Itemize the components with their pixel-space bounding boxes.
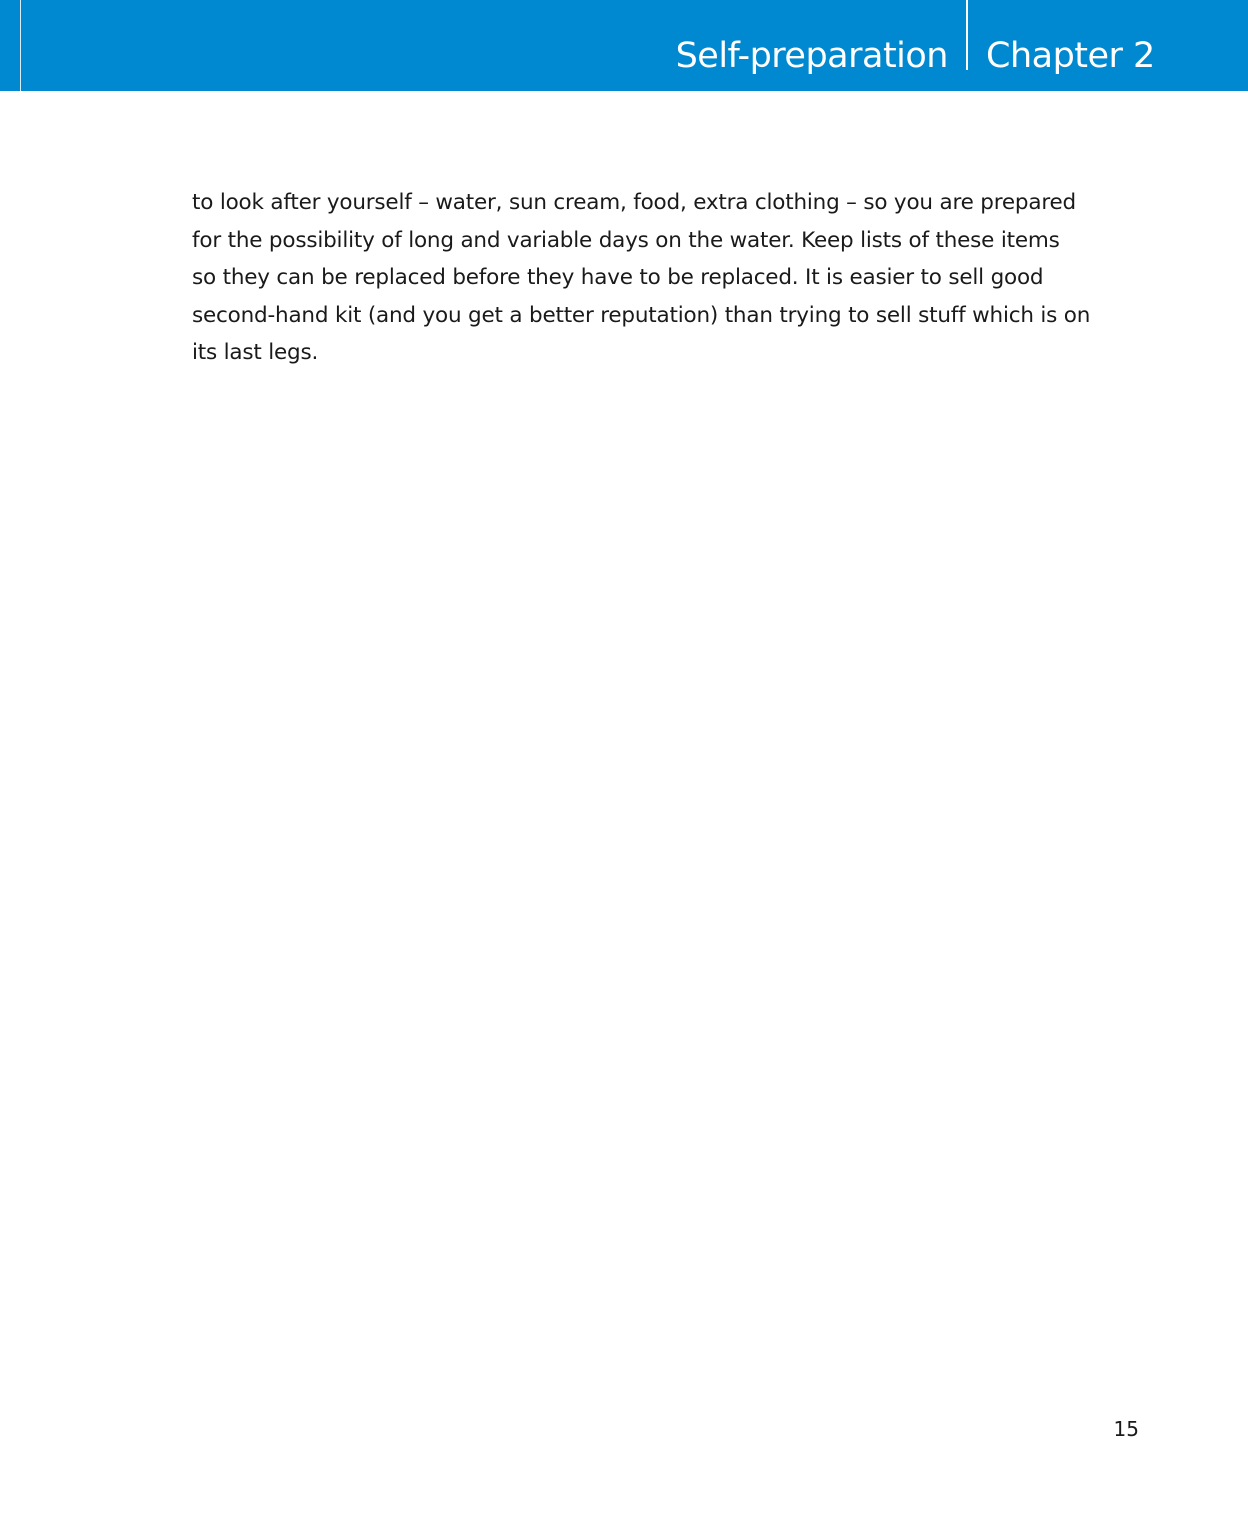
running-head-section-title: Self-preparation	[675, 36, 948, 76]
page-header	[0, 0, 1248, 91]
page-number: 15	[1113, 1417, 1139, 1441]
running-head-divider	[966, 0, 968, 70]
body-line: its last legs.	[192, 340, 319, 365]
body-line: to look after yourself – water, sun cream, food, extra clothing – so you are prepared	[192, 190, 1076, 215]
body-line: so they can be replaced before they have to be replaced. It is easier to sell good	[192, 265, 1044, 290]
body-line: second-hand kit (and you get a better reputation) than trying to sell stuff which is on	[192, 302, 1091, 328]
body-line: for the possibility of long and variable days on the water. Keep lists of these items	[192, 227, 1060, 253]
running-head-chapter-label: Chapter 2	[986, 36, 1155, 76]
body-paragraph	[192, 184, 1132, 372]
header-edge-rule	[20, 0, 21, 91]
